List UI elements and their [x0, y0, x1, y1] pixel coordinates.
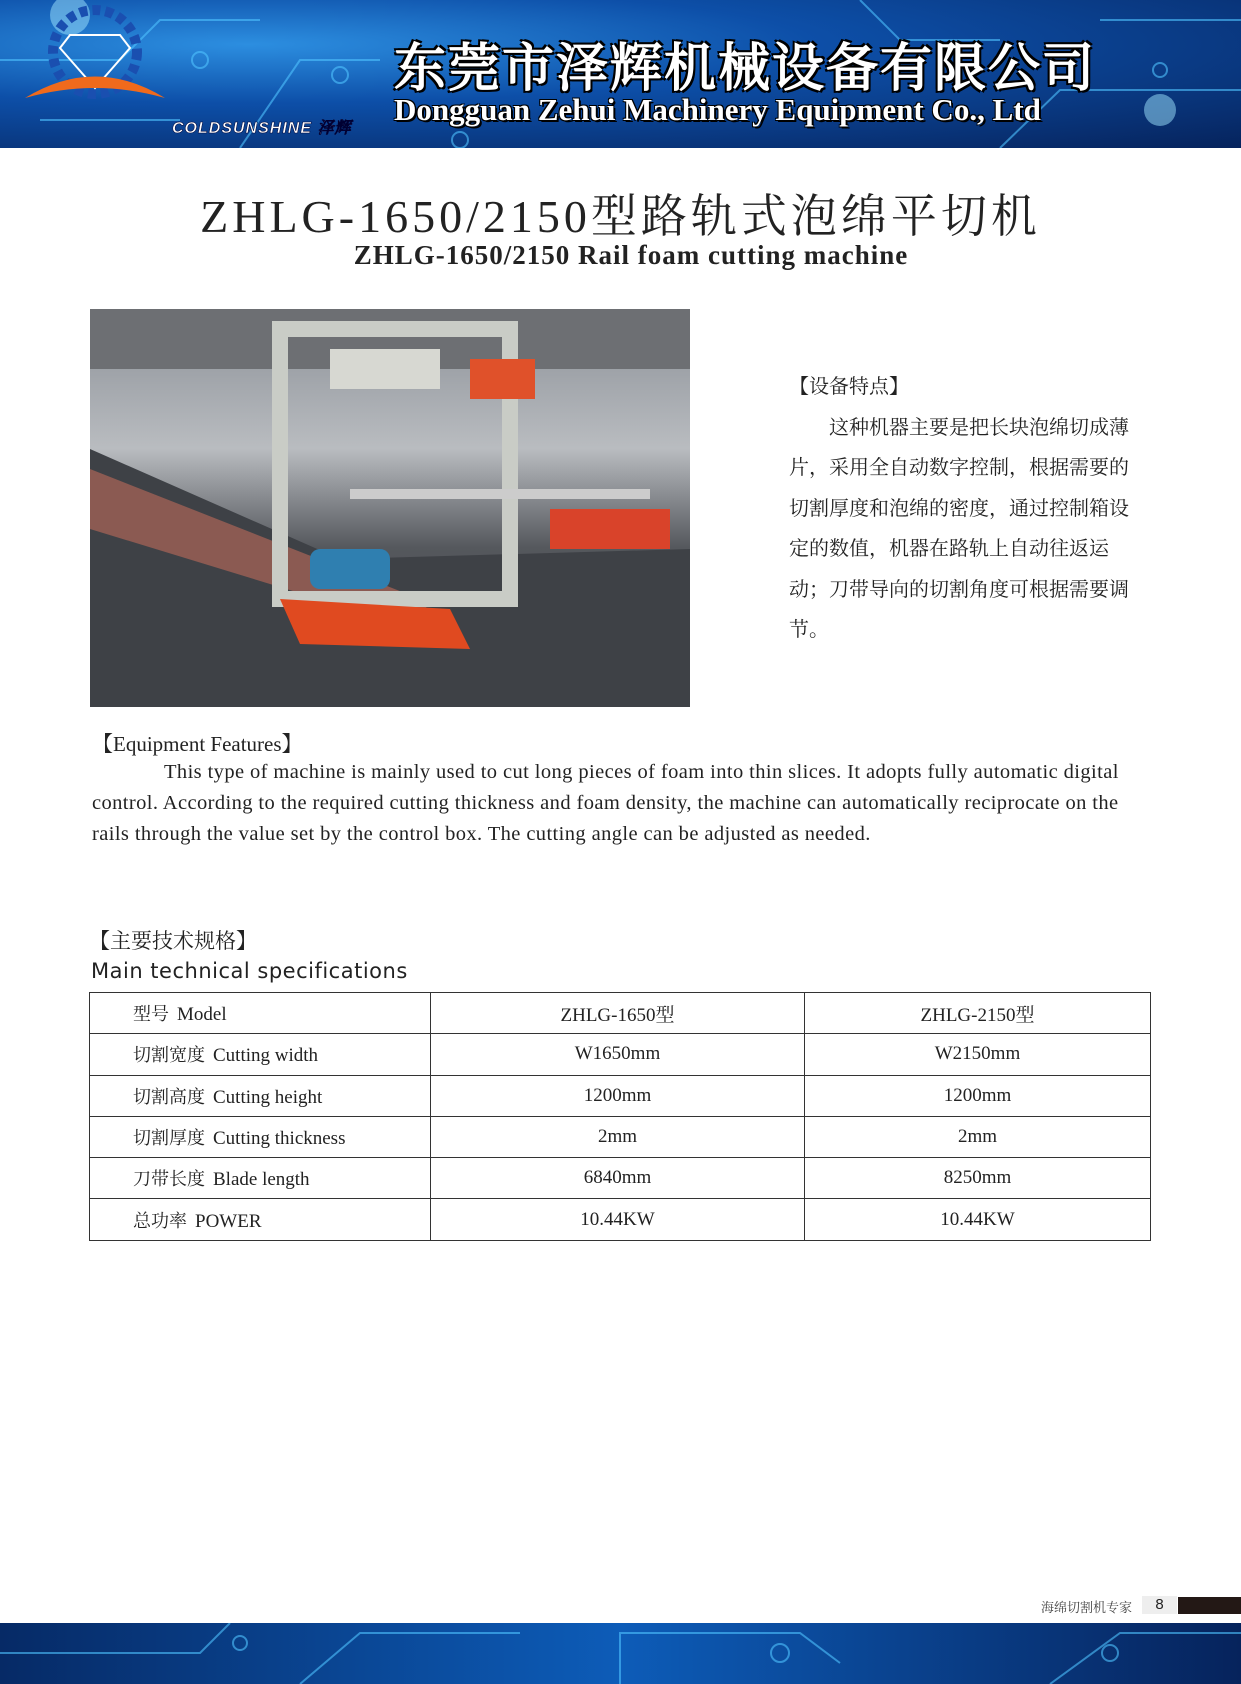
spec-label-cn: 型号 — [133, 1004, 169, 1026]
spec-label-cn: 刀带长度 — [133, 1169, 205, 1191]
features-cn-heading: 【设备特点】 — [789, 374, 909, 398]
machine-photo — [90, 309, 690, 707]
spec-value-1650: 6840mm — [431, 1158, 805, 1199]
spec-label-en: Cutting width — [213, 1045, 319, 1067]
spec-label-en: Model — [177, 1004, 227, 1026]
spec-label — [90, 1034, 431, 1075]
spec-row — [90, 1116, 1151, 1157]
spec-row — [90, 1199, 1151, 1240]
spec-value-2150: W2150mm — [805, 1034, 1151, 1075]
page-number: 8 — [1142, 1596, 1177, 1614]
spec-label-en: Blade length — [213, 1169, 310, 1191]
specs-heading-cn: 【主要技术规格】 — [89, 929, 257, 953]
features-cn — [789, 366, 1129, 650]
page-title: ZHLG-1650/2150型路轨式泡绵平切机 — [200, 191, 1041, 242]
logo-icon — [0, 0, 200, 120]
page-header-banner — [0, 0, 1241, 148]
spec-label — [90, 1116, 431, 1157]
spec-label — [90, 1199, 431, 1240]
spec-label-cn: 总功率 — [133, 1210, 187, 1232]
spec-label-cn: 切割高度 — [133, 1086, 205, 1108]
spec-value-1650: 2mm — [431, 1116, 805, 1157]
spec-label-cn: 切割宽度 — [133, 1045, 205, 1067]
spec-value-2150: 10.44KW — [805, 1199, 1151, 1240]
spec-value-1650: ZHLG-1650型 — [431, 993, 805, 1034]
footer-bar — [1178, 1597, 1241, 1614]
spec-row — [90, 1158, 1151, 1199]
company-name-cn: 东莞市泽辉机械设备有限公司 — [394, 38, 1097, 99]
page-subtitle: ZHLG-1650/2150 Rail foam cutting machine — [353, 240, 909, 270]
spec-label — [90, 1158, 431, 1199]
features-en-body: This type of machine is mainly used to cut long pieces of foam into thin slices. It adopts fully automatic digital control. According to the required cutting thickness and foam density, the machine can automatically reciprocate on the rails through the value set by the control box. The cutting angle can be adjusted as needed. — [92, 761, 1119, 845]
spec-value-1650: W1650mm — [431, 1034, 805, 1075]
logo-text: COLDSUNSHINE 泽辉 — [172, 120, 352, 137]
spec-row — [90, 1075, 1151, 1116]
spec-label-en: Cutting height — [213, 1086, 323, 1108]
company-name-en: Dongguan Zehui Machinery Equipment Co., Ltd — [394, 92, 1041, 127]
spec-row — [90, 1034, 1151, 1075]
specs-heading-en: Main technical specifications — [91, 959, 408, 983]
specs-table — [89, 992, 1151, 1241]
spec-value-2150: 1200mm — [805, 1075, 1151, 1116]
spec-value-2150: 2mm — [805, 1116, 1151, 1157]
spec-value-2150: 8250mm — [805, 1158, 1151, 1199]
features-en-heading: 【Equipment Features】 — [92, 732, 303, 756]
spec-row — [90, 993, 1151, 1034]
spec-value-1650: 1200mm — [431, 1075, 805, 1116]
page-footer-banner — [0, 1623, 1241, 1684]
spec-label — [90, 1075, 431, 1116]
circuit-pattern — [0, 1623, 1241, 1684]
spec-value-1650: 10.44KW — [431, 1199, 805, 1240]
spec-label — [90, 993, 431, 1034]
spec-label-en: Cutting thickness — [213, 1128, 346, 1150]
spec-label-cn: 切割厚度 — [133, 1128, 205, 1150]
spec-label-en: POWER — [195, 1210, 262, 1232]
footer-label: 海绵切割机专家 — [1041, 1601, 1133, 1616]
spec-value-2150: ZHLG-2150型 — [805, 993, 1151, 1034]
features-cn-body: 这种机器主要是把长块泡绵切成薄片，采用全自动数字控制，根据需要的切割厚度和泡绵的密度，通过控制箱设定的数值，机器在路轨上自动往返运动；刀带导向的切割角度可根据需要调节。 — [789, 414, 1129, 641]
